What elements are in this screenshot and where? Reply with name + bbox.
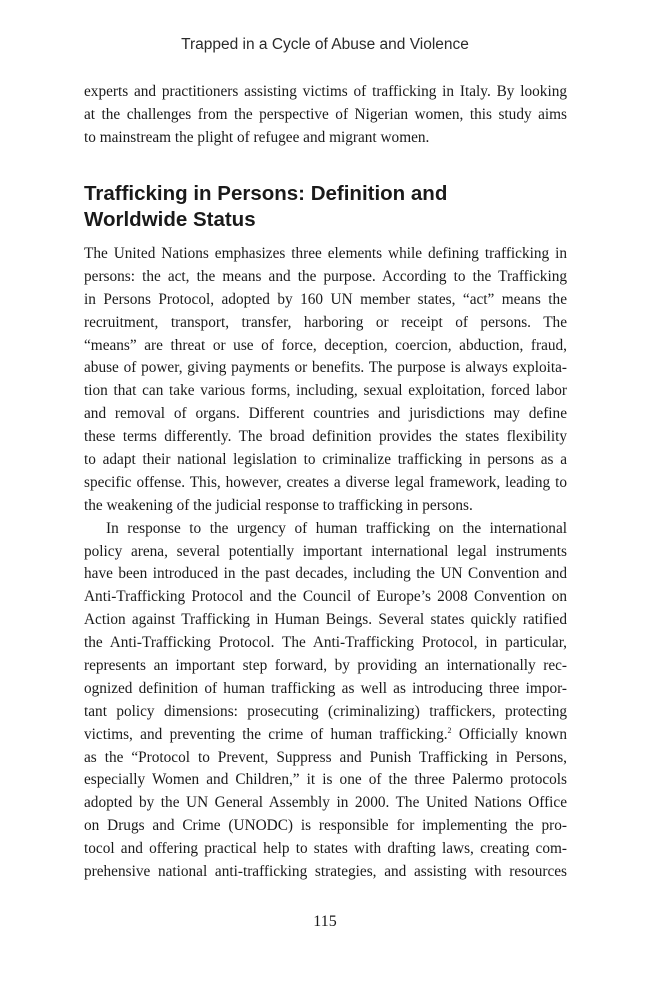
heading-line: Trafficking in Persons: Definition and: [84, 182, 448, 205]
text-line: have been introduced in the past decades, including the UN Convention and: [84, 565, 567, 583]
text-line: policy arena, several potentially important international legal instruments: [84, 542, 567, 560]
body-text: [84, 243, 567, 884]
text-line: tocol and offering practical help to states with drafting laws, creating com-: [84, 840, 567, 858]
text-line: represents an important step forward, by providing an internationally rec-: [84, 657, 567, 675]
text-line: ognized definition of human trafficking as well as introducing three impor-: [84, 679, 567, 697]
text-segment: victims, and preventing the crime of human trafficking.: [84, 725, 448, 743]
text-line: In response to the urgency of human trafficking on the international: [106, 519, 567, 537]
text-line: adopted by the UN General Assembly in 2000. The United Nations Office: [84, 794, 567, 812]
text-line: tion that can take various forms, including, sexual exploitation, forced labor: [84, 382, 567, 400]
text-line: and removal of organs. Different countries and jurisdictions may define: [84, 405, 567, 423]
text-line: in Persons Protocol, adopted by 160 UN member states, “act” means the: [84, 290, 567, 308]
text-line: Action against Trafficking in Human Beings. Several states quickly ratified: [84, 611, 567, 629]
text-line: specific offense. This, however, creates a diverse legal framework, leading to: [84, 473, 567, 491]
text-line: tant policy dimensions: prosecuting (criminalizing) traffickers, protecting: [84, 702, 567, 720]
footnote-reference[interactable]: 2: [447, 725, 452, 735]
text-line: these terms differently. The broad definition provides the states flexibility: [84, 428, 567, 446]
text-line: experts and practitioners assisting victims of trafficking in Italy. By looking: [84, 83, 567, 100]
text-line: to adapt their national legislation to criminalize trafficking in persons as a: [84, 451, 567, 469]
text-line: persons: the act, the means and the purpose. According to the Trafficking: [84, 267, 567, 285]
text-line-with-footnote: [84, 724, 567, 747]
text-line: The United Nations emphasizes three elements while defining trafficking in: [84, 245, 567, 262]
intro-paragraph: [84, 81, 567, 150]
page-number: 115: [313, 913, 337, 930]
running-head: Trapped in a Cycle of Abuse and Violence: [181, 36, 469, 53]
text-line: to mainstream the plight of refugee and migrant women.: [84, 128, 430, 146]
text-line: recruitment, transport, transfer, harboring or receipt of persons. The: [84, 313, 567, 331]
text-line: Anti-Trafficking Protocol and the Council of Europe’s 2008 Convention on: [84, 588, 567, 606]
text-line: the weakening of the judicial response to trafficking in persons.: [84, 496, 473, 514]
text-line: abuse of power, giving payments or benefits. The purpose is always exploita-: [84, 359, 567, 377]
section-heading: [84, 181, 567, 233]
text-line: “means” are threat or use of force, deception, coercion, abduction, fraud,: [84, 336, 567, 354]
text-line: at the challenges from the perspective of Nigerian women, this study aims: [84, 105, 567, 123]
text-line: on Drugs and Crime (UNODC) is responsible for implementing the pro-: [84, 817, 567, 835]
text-line: the Anti-Trafficking Protocol. The Anti-Trafficking Protocol, in particular,: [84, 634, 567, 652]
text-line: as the “Protocol to Prevent, Suppress and Punish Trafficking in Persons,: [84, 748, 567, 766]
text-segment: Officially known: [451, 725, 567, 743]
text-line: prehensive national anti-trafficking strategies, and assisting with resources: [84, 863, 567, 881]
heading-line: Worldwide Status: [84, 208, 256, 231]
text-line: especially Women and Children,” it is one of the three Palermo protocols: [84, 771, 567, 789]
